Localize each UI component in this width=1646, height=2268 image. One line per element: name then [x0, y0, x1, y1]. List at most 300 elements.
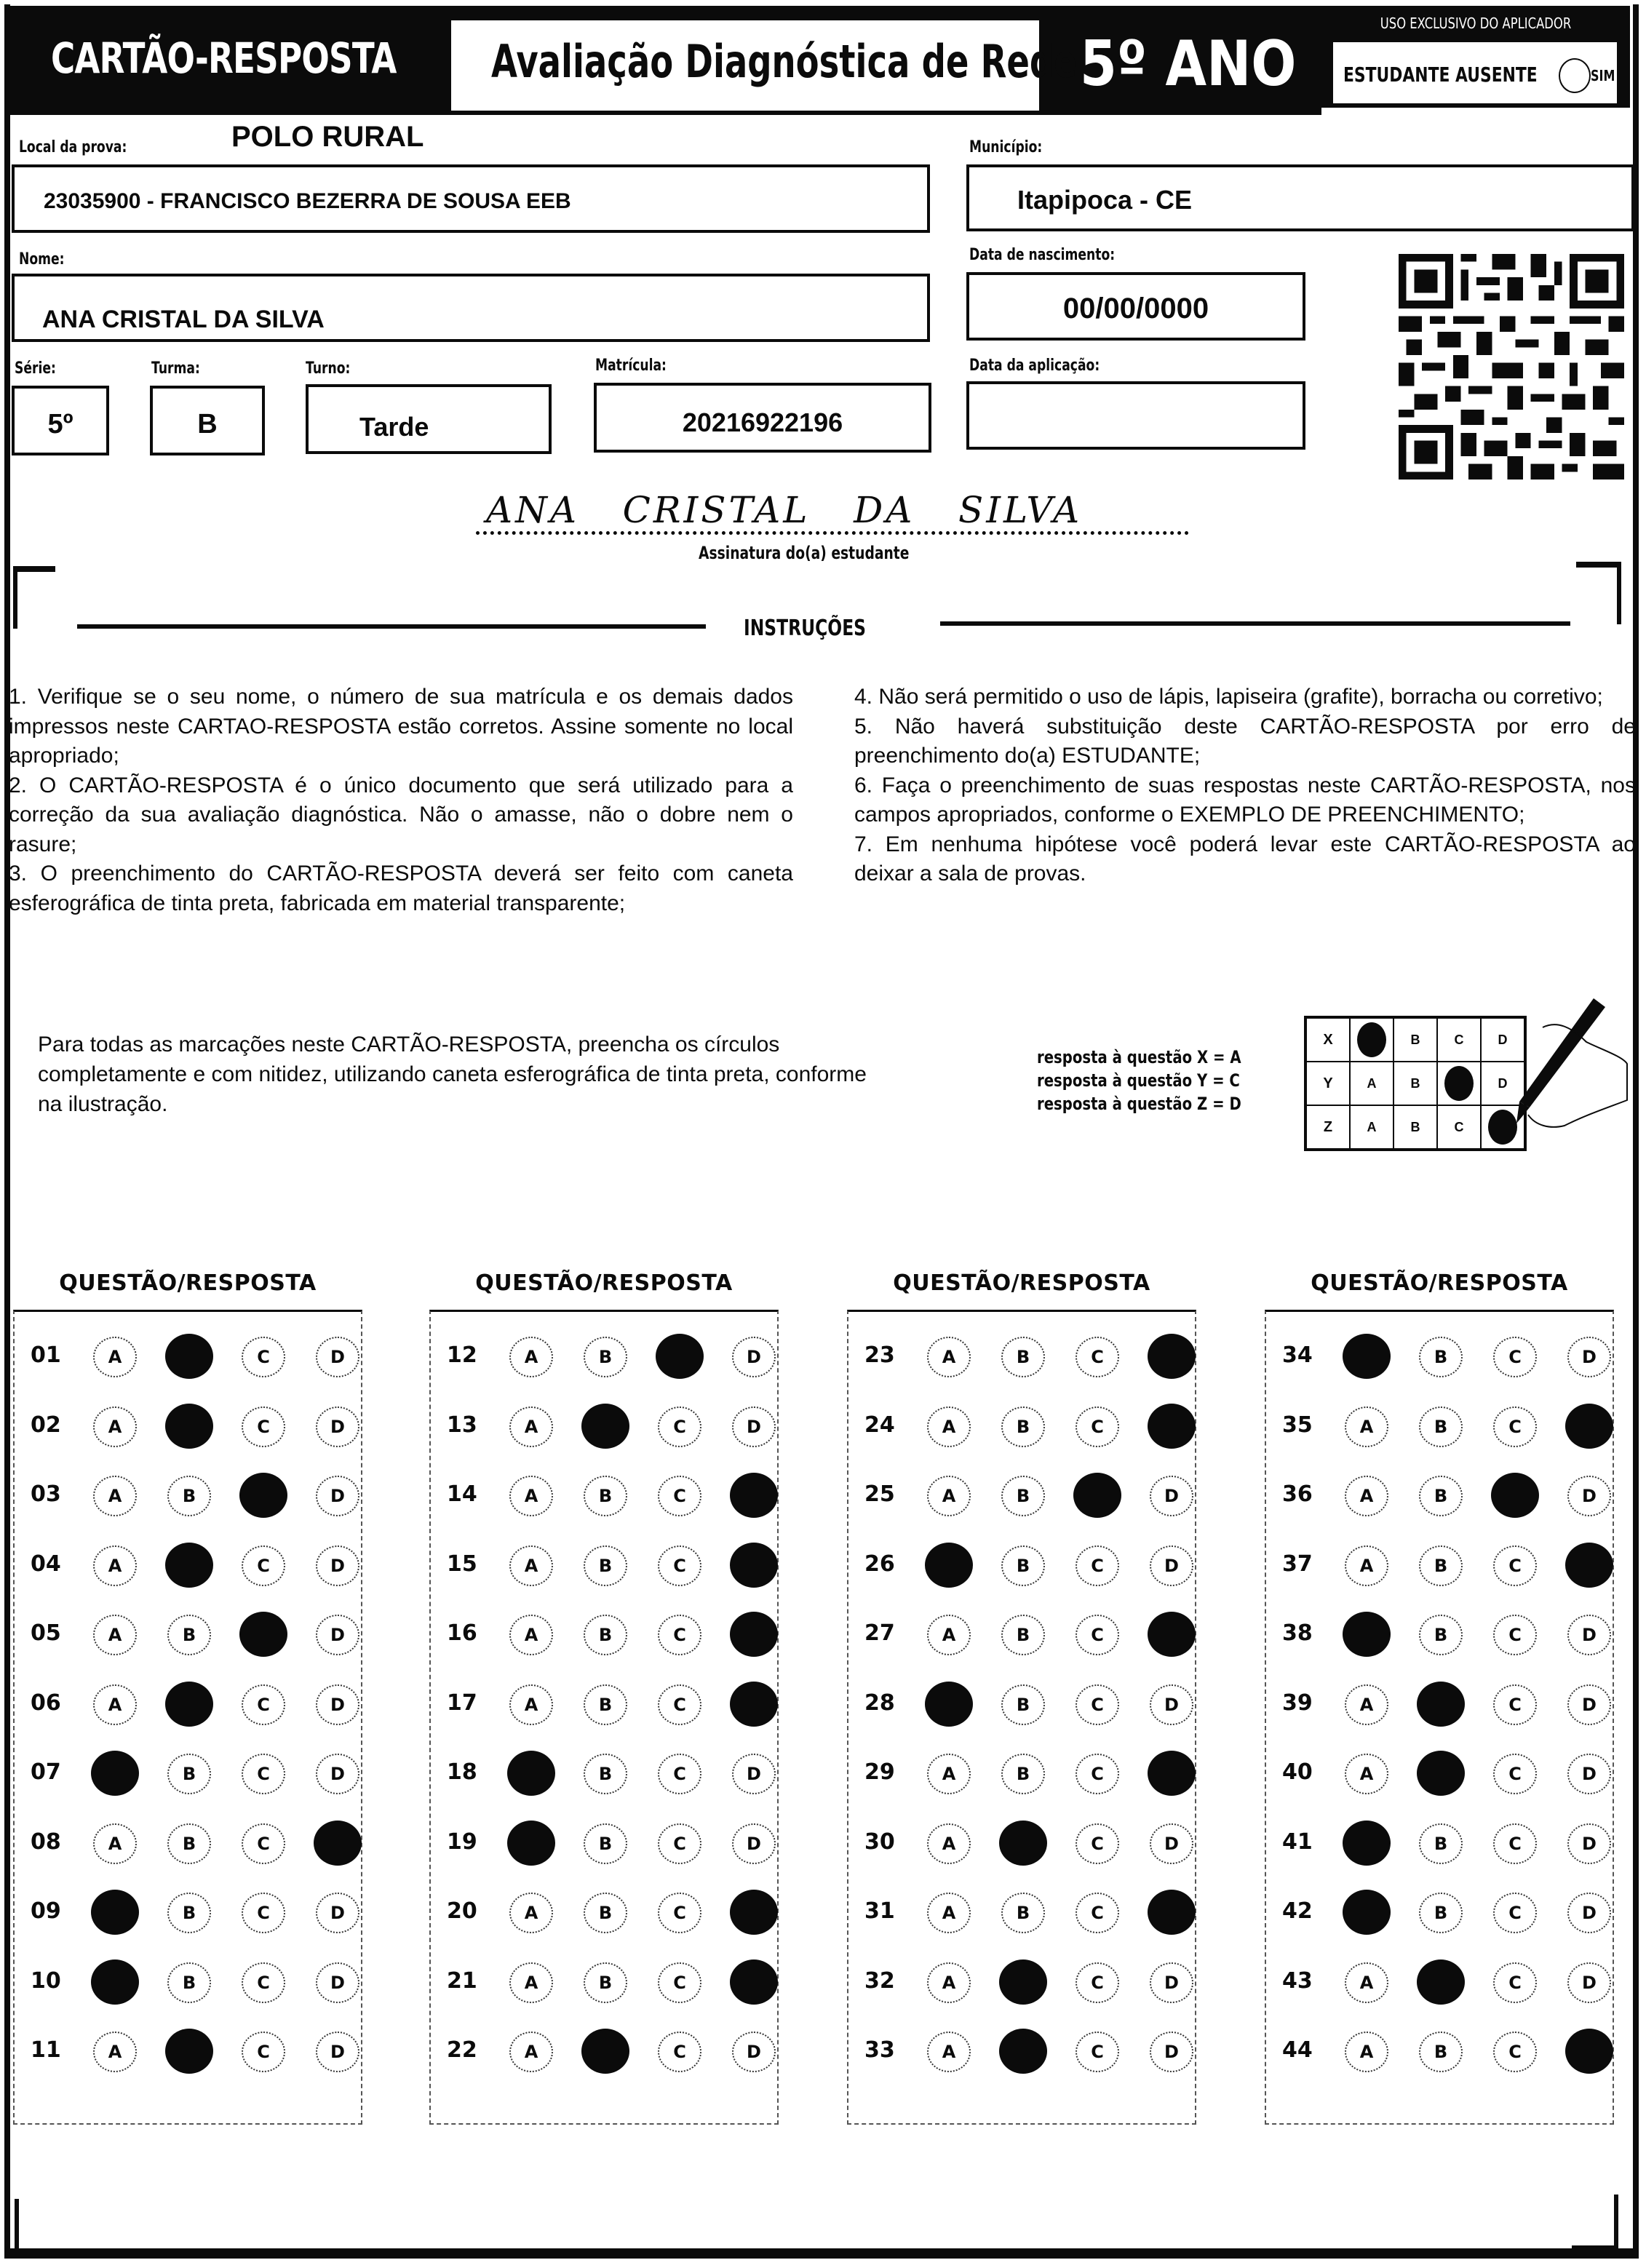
answer-bubble-c[interactable]: C	[658, 1476, 701, 1516]
answer-bubble-d[interactable]: D	[1150, 1962, 1193, 2003]
answer-bubble-a[interactable]: A	[927, 1893, 971, 1933]
answer-bubble-b[interactable]	[165, 1404, 213, 1449]
question-number: 20	[447, 1898, 477, 1924]
filled-bubble-icon	[1357, 1022, 1386, 1057]
answer-bubble-b[interactable]: B	[584, 1823, 627, 1864]
question-number: 15	[447, 1551, 477, 1577]
question-number: 35	[1282, 1412, 1313, 1438]
question-row	[1266, 1604, 1615, 1663]
example-key: Z	[1305, 1105, 1350, 1150]
answer-bubble-c[interactable]: C	[658, 1893, 701, 1933]
answer-bubble-a[interactable]	[507, 1751, 555, 1796]
column-heading: QUESTÃO/RESPOSTA	[893, 1270, 1150, 1296]
question-number: 10	[31, 1967, 61, 1994]
answer-bubble-a[interactable]: A	[509, 1684, 553, 1725]
instruction-1: 1. Verifique se o seu nome, o número de sua matrícula e os demais dados impressos neste CARTAO-RESPOSTA estão corretos. Assine somente no local apropriado;	[9, 685, 793, 768]
card-title: CARTÃO-RESPOSTA	[51, 33, 397, 83]
answer-bubble-d[interactable]: D	[1567, 1893, 1611, 1933]
question-number: 08	[31, 1829, 61, 1855]
answer-bubble-d[interactable]	[730, 1473, 778, 1518]
column-heading: QUESTÃO/RESPOSTA	[59, 1270, 317, 1296]
answer-bubble-a[interactable]: A	[509, 1962, 553, 2003]
answer-bubble-d[interactable]: D	[1567, 1476, 1611, 1516]
answer-bubble-a[interactable]: A	[93, 1545, 137, 1586]
answer-bubble-c[interactable]: C	[658, 1754, 701, 1794]
answer-bubble-d[interactable]	[1148, 1334, 1196, 1379]
answer-bubble-c[interactable]: C	[242, 2032, 285, 2072]
answer-bubble-c[interactable]: C	[1076, 1615, 1119, 1655]
answer-bubble-a[interactable]: A	[509, 2032, 553, 2072]
answer-bubble-a[interactable]: A	[509, 1893, 553, 1933]
answer-bubble-a[interactable]	[1343, 1821, 1391, 1866]
answer-bubble-d[interactable]: D	[316, 2032, 359, 2072]
turno-value: Tarde	[359, 412, 429, 442]
answer-bubble-c[interactable]: C	[1076, 1823, 1119, 1864]
answer-bubble-d[interactable]	[730, 1890, 778, 1935]
answer-bubble-c[interactable]	[239, 1473, 287, 1518]
question-row	[431, 1396, 780, 1455]
question-row	[431, 1813, 780, 1871]
answer-bubble-b[interactable]: B	[1419, 1406, 1463, 1447]
answer-bubble-a[interactable]: A	[93, 1476, 137, 1516]
answer-bubble-c[interactable]: C	[1493, 1823, 1537, 1864]
example-key: Y	[1305, 1062, 1350, 1105]
answer-bubble-c[interactable]: C	[658, 1545, 701, 1586]
answer-bubble-d[interactable]: D	[1150, 2032, 1193, 2072]
qr-code	[1399, 251, 1624, 482]
answer-bubble-c[interactable]: C	[242, 1823, 285, 1864]
answer-bubble-b[interactable]: B	[584, 1337, 627, 1377]
answer-bubble-d[interactable]: D	[316, 1893, 359, 1933]
answer-bubble-d[interactable]	[1148, 1890, 1196, 1935]
answer-bubble-d[interactable]: D	[316, 1754, 359, 1794]
answer-bubble-a[interactable]	[1343, 1612, 1391, 1657]
question-row	[1266, 1326, 1615, 1385]
answer-bubble-d[interactable]: D	[316, 1962, 359, 2003]
question-number: 23	[864, 1342, 895, 1368]
answer-bubble-a[interactable]: A	[93, 1406, 137, 1447]
answer-bubble-d[interactable]: D	[316, 1476, 359, 1516]
question-number: 18	[447, 1759, 477, 1785]
answer-bubble-d[interactable]	[730, 1612, 778, 1657]
answer-bubble-c[interactable]: C	[1076, 1754, 1119, 1794]
answer-bubble-d[interactable]: D	[1150, 1545, 1193, 1586]
applicator-box	[1321, 6, 1630, 108]
answer-bubble-d[interactable]	[730, 1543, 778, 1588]
absent-field	[1332, 41, 1618, 105]
answer-bubble-c[interactable]: C	[242, 1893, 285, 1933]
turma-value: B	[197, 409, 218, 439]
answer-bubble-c[interactable]: C	[658, 1823, 701, 1864]
corner-mark-top-right	[1576, 562, 1620, 568]
answer-bubble-c[interactable]: C	[1493, 1545, 1537, 1586]
nome-field	[12, 274, 930, 342]
answer-bubble-b[interactable]	[1417, 1682, 1465, 1727]
answer-bubble-a[interactable]: A	[1345, 1406, 1388, 1447]
answer-bubble-d[interactable]	[1565, 2029, 1613, 2074]
answer-bubble-b[interactable]	[581, 2029, 629, 2074]
answer-bubble-d[interactable]	[1565, 1543, 1613, 1588]
answer-bubble-d[interactable]	[1148, 1404, 1196, 1449]
corner-mark-top-left	[13, 566, 55, 572]
question-number: 37	[1282, 1551, 1313, 1577]
answer-column-4	[1265, 1310, 1614, 2125]
answer-bubble-d[interactable]: D	[1567, 1962, 1611, 2003]
example-label-y: resposta à questão Y = C	[1037, 1070, 1240, 1091]
answer-bubble-a[interactable]: A	[927, 1406, 971, 1447]
answer-bubble-a[interactable]: A	[1345, 1962, 1388, 2003]
answer-bubble-b[interactable]: B	[584, 1893, 627, 1933]
question-row	[431, 2021, 780, 2080]
answer-bubble-d[interactable]: D	[732, 1754, 776, 1794]
grade-badge: 5º ANO	[1080, 28, 1297, 100]
answer-bubble-c[interactable]	[656, 1334, 704, 1379]
answer-bubble-d[interactable]: D	[732, 1823, 776, 1864]
question-row	[1266, 2021, 1615, 2080]
question-row	[848, 1604, 1198, 1663]
question-row	[15, 1604, 364, 1663]
question-number: 27	[864, 1620, 895, 1646]
answer-bubble-d[interactable]: D	[1567, 1754, 1611, 1794]
answer-bubble-a[interactable]: A	[927, 1337, 971, 1377]
answer-bubble-a[interactable]	[925, 1682, 973, 1727]
answer-bubble-b[interactable]: B	[1419, 1337, 1463, 1377]
example-key: X	[1305, 1017, 1350, 1062]
answer-bubble-b[interactable]	[1417, 1959, 1465, 2005]
answer-bubble-b[interactable]: B	[1001, 1684, 1045, 1725]
answer-column-1	[13, 1310, 362, 2125]
answer-bubble-b[interactable]: B	[1001, 1406, 1045, 1447]
answer-bubble-a[interactable]: A	[93, 1615, 137, 1655]
answer-bubble-c[interactable]: C	[1493, 1962, 1537, 2003]
question-row	[15, 1952, 364, 2010]
answer-bubble-b[interactable]: B	[1001, 1893, 1045, 1933]
answer-bubble-a[interactable]: A	[1345, 1684, 1388, 1725]
question-row	[1266, 1674, 1615, 1732]
question-row	[848, 1952, 1198, 2010]
answer-bubble-b[interactable]: B	[1419, 1545, 1463, 1586]
question-row	[431, 1882, 780, 1941]
nome-value: ANA CRISTAL DA SILVA	[42, 306, 325, 333]
answer-bubble-d[interactable]	[730, 1959, 778, 2005]
question-row	[1266, 1396, 1615, 1455]
answer-bubble-d[interactable]: D	[1567, 1337, 1611, 1377]
answer-bubble-a[interactable]: A	[927, 1754, 971, 1794]
answer-bubble-a[interactable]: A	[927, 1823, 971, 1864]
answer-column-2	[429, 1310, 779, 2125]
turno-field	[306, 384, 552, 454]
question-row	[431, 1743, 780, 1802]
question-row	[1266, 1743, 1615, 1802]
answer-bubble-d[interactable]: D	[732, 2032, 776, 2072]
answer-bubble-d[interactable]: D	[1567, 1823, 1611, 1864]
answer-bubble-b[interactable]: B	[584, 1684, 627, 1725]
answer-bubble-b[interactable]: B	[584, 1476, 627, 1516]
question-number: 40	[1282, 1759, 1313, 1785]
question-number: 30	[864, 1829, 895, 1855]
answer-bubble-b[interactable]	[999, 1959, 1047, 2005]
answer-bubble-b[interactable]: B	[1419, 2032, 1463, 2072]
answer-bubble-c[interactable]: C	[1076, 1962, 1119, 2003]
question-row	[1266, 1952, 1615, 2010]
answer-bubble-c[interactable]: C	[242, 1545, 285, 1586]
question-number: 39	[1282, 1690, 1313, 1716]
answer-bubble-d[interactable]: D	[316, 1615, 359, 1655]
question-number: 17	[447, 1690, 477, 1716]
answer-bubble-c[interactable]: C	[1493, 1754, 1537, 1794]
question-row	[15, 1674, 364, 1732]
question-row	[431, 1604, 780, 1663]
question-number: 19	[447, 1829, 477, 1855]
question-row	[848, 1326, 1198, 1385]
matricula-label: Matrícula:	[595, 357, 667, 375]
absent-label: ESTUDANTE AUSENTE	[1343, 63, 1538, 87]
answer-bubble-a[interactable]: A	[1345, 1545, 1388, 1586]
answer-bubble-b[interactable]: B	[167, 1754, 211, 1794]
answer-bubble-b[interactable]	[165, 1543, 213, 1588]
exam-name: Avaliação Diagnóstica de Rede	[491, 35, 1077, 88]
answer-bubble-d[interactable]: D	[316, 1545, 359, 1586]
answer-bubble-a[interactable]: A	[927, 2032, 971, 2072]
answer-bubble-b[interactable]: B	[584, 1545, 627, 1586]
instruction-4: 4. Não será permitido o uso de lápis, lapiseira (grafite), borracha ou corretivo;	[854, 685, 1603, 709]
example-row-y: Y A B D	[1305, 1062, 1525, 1105]
answer-bubble-b[interactable]: B	[167, 1893, 211, 1933]
example-label-z: resposta à questão Z = D	[1037, 1094, 1241, 1114]
absent-option: SIM	[1591, 67, 1615, 84]
corner-mark-bottom-right-v	[1614, 2195, 1618, 2251]
escola-field	[12, 164, 930, 233]
answer-bubble-c[interactable]: C	[1076, 1684, 1119, 1725]
question-row	[1266, 1813, 1615, 1871]
answer-bubble-a[interactable]: A	[509, 1337, 553, 1377]
nascimento-value: 00/00/0000	[1062, 293, 1209, 325]
serie-value: 5º	[47, 409, 73, 439]
answer-bubble-d[interactable]: D	[732, 1406, 776, 1447]
question-number: 22	[447, 2037, 477, 2063]
answer-bubble-d[interactable]: D	[1150, 1823, 1193, 1864]
question-row	[431, 1465, 780, 1524]
answer-column-3	[847, 1310, 1196, 2125]
answer-bubble-c[interactable]: C	[658, 1406, 701, 1447]
answer-bubble-c[interactable]: C	[1076, 1545, 1119, 1586]
answer-bubble-b[interactable]	[165, 1334, 213, 1379]
answer-bubble-d[interactable]: D	[1150, 1684, 1193, 1725]
question-number: 26	[864, 1551, 895, 1577]
question-number: 36	[1282, 1481, 1313, 1507]
answer-bubble-c[interactable]: C	[1493, 2032, 1537, 2072]
answer-bubble-a[interactable]	[1343, 1334, 1391, 1379]
instructions-left-column	[9, 683, 793, 918]
answer-bubble-d[interactable]: D	[732, 1337, 776, 1377]
answer-bubble-b[interactable]: B	[584, 1962, 627, 2003]
answer-bubble-b[interactable]	[999, 2029, 1047, 2074]
question-row	[15, 2021, 364, 2080]
question-number: 25	[864, 1481, 895, 1507]
corner-mark-bottom-left-v	[15, 2199, 19, 2251]
answer-bubble-a[interactable]	[1343, 1890, 1391, 1935]
instruction-7: 7. Em nenhuma hipótese você poderá levar este CARTÃO-RESPOSTA ao deixar a sala de provas.	[854, 832, 1636, 886]
question-number: 16	[447, 1620, 477, 1646]
aplicacao-label: Data da aplicação:	[969, 357, 1100, 375]
instruction-2: 2. O CARTÃO-RESPOSTA é o único documento que será utilizado para a correção da sua avaliação diagnóstica. Não o amasse, não o dobre nem o rasure;	[9, 773, 793, 856]
column-heading: QUESTÃO/RESPOSTA	[475, 1270, 733, 1296]
local-prova-label: Local da prova:	[19, 138, 127, 156]
polo-value: POLO RURAL	[231, 121, 424, 153]
example-label-x: resposta à questão X = A	[1037, 1047, 1241, 1067]
answer-bubble-a[interactable]: A	[93, 1337, 137, 1377]
question-number: 31	[864, 1898, 895, 1924]
answer-bubble-b[interactable]	[1417, 1751, 1465, 1796]
answer-bubble-b[interactable]: B	[167, 1615, 211, 1655]
answer-bubble-d[interactable]: D	[316, 1684, 359, 1725]
answer-bubble-b[interactable]: B	[584, 1615, 627, 1655]
question-row	[848, 1882, 1198, 1941]
answer-bubble-c[interactable]: C	[1493, 1615, 1537, 1655]
answer-bubble-d[interactable]: D	[1567, 1684, 1611, 1725]
example-row-x: X B C D	[1305, 1017, 1525, 1062]
question-row	[848, 1465, 1198, 1524]
answer-bubble-a[interactable]	[507, 1821, 555, 1866]
answer-bubble-c[interactable]: C	[1076, 1337, 1119, 1377]
column-heading: QUESTÃO/RESPOSTA	[1311, 1270, 1568, 1296]
answer-bubble-c[interactable]: C	[658, 2032, 701, 2072]
instruction-3: 3. O preenchimento do CARTÃO-RESPOSTA deverá ser feito com caneta esferográfica de tinta preta, fabricada em material transparente;	[9, 862, 793, 915]
answer-bubble-c[interactable]: C	[1076, 2032, 1119, 2072]
question-number: 28	[864, 1690, 895, 1716]
question-row	[15, 1743, 364, 1802]
answer-bubble-a[interactable]: A	[93, 1823, 137, 1864]
fill-instructions: Para todas as marcações neste CARTÃO-RESPOSTA, preencha os círculos completamente e com nitidez, utilizando caneta esferográfica de tinta preta, conforme na ilustração.	[38, 1032, 867, 1116]
question-row	[1266, 1882, 1615, 1941]
question-number: 32	[864, 1967, 895, 1994]
answer-bubble-a[interactable]	[91, 1751, 139, 1796]
answer-bubble-a[interactable]: A	[927, 1615, 971, 1655]
answer-bubble-c[interactable]: C	[658, 1684, 701, 1725]
example-labels	[1037, 1046, 1241, 1115]
answer-bubble-b[interactable]: B	[167, 1823, 211, 1864]
answer-bubble-a[interactable]: A	[1345, 1476, 1388, 1516]
question-row	[15, 1465, 364, 1524]
question-number: 04	[31, 1551, 61, 1577]
answer-bubble-c[interactable]: C	[1076, 1406, 1119, 1447]
answer-bubble-c[interactable]: C	[1493, 1684, 1537, 1725]
answer-bubble-d[interactable]	[1565, 1404, 1613, 1449]
answer-bubble-c[interactable]: C	[1493, 1893, 1537, 1933]
answer-bubble-c[interactable]: C	[1076, 1893, 1119, 1933]
answer-bubble-a[interactable]: A	[509, 1545, 553, 1586]
answer-bubble-b[interactable]	[165, 1682, 213, 1727]
answer-bubble-d[interactable]	[1148, 1751, 1196, 1796]
question-row	[848, 1674, 1198, 1732]
answer-bubble-b[interactable]: B	[1419, 1615, 1463, 1655]
question-number: 34	[1282, 1342, 1313, 1368]
answer-bubble-c[interactable]: C	[242, 1406, 285, 1447]
answer-bubble-a[interactable]: A	[1345, 1754, 1388, 1794]
absent-bubble[interactable]	[1559, 58, 1591, 93]
handwritten-signature: ANA CRISTAL DA SILVA	[486, 489, 1083, 531]
question-number: 03	[31, 1481, 61, 1507]
municipio-value: Itapipoca - CE	[1017, 185, 1193, 215]
answer-bubble-c[interactable]	[1073, 1473, 1121, 1518]
answer-bubble-a[interactable]: A	[93, 2032, 137, 2072]
answer-bubble-a[interactable]: A	[1345, 2032, 1388, 2072]
answer-bubble-a[interactable]	[91, 1959, 139, 2005]
question-number: 11	[31, 2037, 61, 2063]
answer-bubble-c[interactable]: C	[658, 1615, 701, 1655]
answer-bubble-c[interactable]: C	[658, 1962, 701, 2003]
question-number: 24	[864, 1412, 895, 1438]
municipio-label: Município:	[969, 138, 1043, 156]
answer-bubble-a[interactable]: A	[927, 1476, 971, 1516]
answer-bubble-a[interactable]	[925, 1543, 973, 1588]
question-row	[1266, 1465, 1615, 1524]
answer-bubble-d[interactable]: D	[1567, 1615, 1611, 1655]
answer-bubble-c[interactable]	[239, 1612, 287, 1657]
answer-bubble-b[interactable]: B	[1001, 1476, 1045, 1516]
answer-bubble-b[interactable]: B	[167, 1476, 211, 1516]
header-bar	[7, 6, 1321, 115]
filled-bubble-icon	[1444, 1066, 1474, 1101]
answer-bubble-a[interactable]: A	[927, 1962, 971, 2003]
serie-field	[12, 386, 109, 455]
answer-bubble-b[interactable]	[581, 1404, 629, 1449]
answer-bubble-b[interactable]: B	[1419, 1476, 1463, 1516]
question-row	[15, 1326, 364, 1385]
answer-bubble-a[interactable]: A	[509, 1476, 553, 1516]
pen-hand-icon	[1484, 998, 1630, 1144]
answer-bubble-c[interactable]: C	[242, 1684, 285, 1725]
answer-bubble-b[interactable]: B	[1001, 1754, 1045, 1794]
answer-bubble-c[interactable]: C	[242, 1962, 285, 2003]
answer-bubble-d[interactable]: D	[316, 1406, 359, 1447]
answer-bubble-c[interactable]: C	[242, 1337, 285, 1377]
answer-bubble-b[interactable]: B	[1419, 1823, 1463, 1864]
answer-bubble-b[interactable]	[165, 2029, 213, 2074]
answer-bubble-b[interactable]: B	[584, 1754, 627, 1794]
answer-bubble-b[interactable]: B	[167, 1962, 211, 2003]
question-row	[15, 1813, 364, 1871]
question-row	[431, 1674, 780, 1732]
answer-bubble-b[interactable]: B	[1001, 1545, 1045, 1586]
answer-bubble-c[interactable]	[1491, 1473, 1539, 1518]
turma-label: Turma:	[151, 359, 200, 378]
answer-bubble-b[interactable]	[999, 1821, 1047, 1866]
answer-bubble-c[interactable]: C	[1493, 1337, 1537, 1377]
answer-bubble-a[interactable]: A	[93, 1684, 137, 1725]
answer-bubble-d[interactable]: D	[316, 1337, 359, 1377]
question-row	[848, 2021, 1198, 2080]
corner-mark-top-left-v	[13, 566, 17, 629]
answer-bubble-c[interactable]: C	[242, 1754, 285, 1794]
question-number: 02	[31, 1412, 61, 1438]
answer-bubble-d[interactable]	[314, 1821, 362, 1866]
question-row	[15, 1882, 364, 1941]
answer-bubble-b[interactable]: B	[1001, 1337, 1045, 1377]
answer-bubble-a[interactable]	[91, 1890, 139, 1935]
aplicacao-field	[966, 381, 1305, 450]
answer-bubble-b[interactable]: B	[1001, 1615, 1045, 1655]
answer-bubble-d[interactable]: D	[1150, 1476, 1193, 1516]
answer-bubble-d[interactable]	[1148, 1612, 1196, 1657]
answer-bubble-a[interactable]: A	[509, 1406, 553, 1447]
answer-bubble-a[interactable]: A	[509, 1615, 553, 1655]
answer-bubble-c[interactable]: C	[1493, 1406, 1537, 1447]
answer-bubble-b[interactable]: B	[1419, 1893, 1463, 1933]
answer-bubble-d[interactable]	[730, 1682, 778, 1727]
question-number: 42	[1282, 1898, 1313, 1924]
question-number: 12	[447, 1342, 477, 1368]
